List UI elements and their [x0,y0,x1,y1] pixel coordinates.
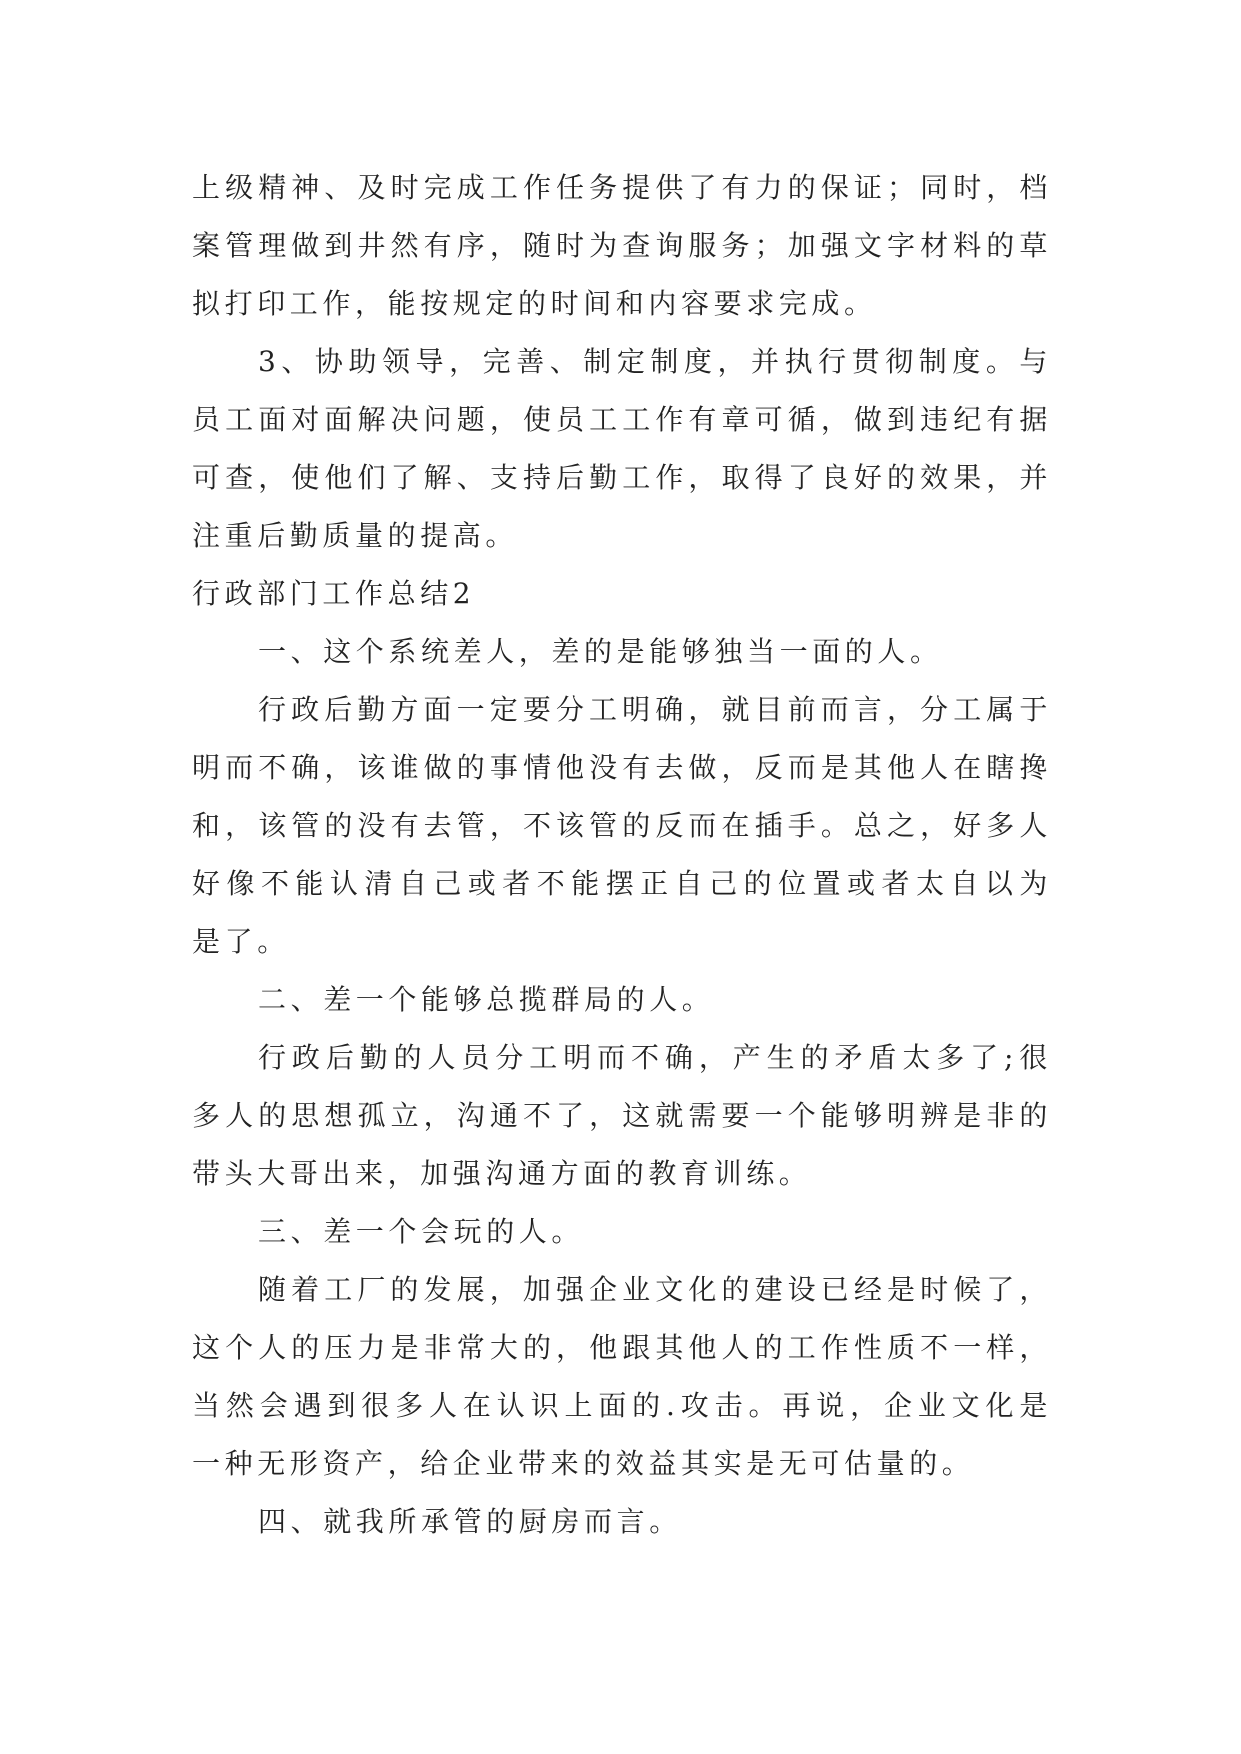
text-line: 一种无形资产，给企业带来的效益其实是无可估量的。 [192,1447,975,1480]
text-line: 随着工厂的发展，加强企业文化的建设已经是时候了， [258,1273,1052,1306]
text-line: 拟打印工作，能按规定的时间和内容要求完成。 [192,287,877,320]
text-line: 四、就我所承管的厨房而言。 [258,1505,682,1538]
text-line: 案管理做到井然有序，随时为查询服务；加强文字材料的草 [192,229,1052,262]
text-line: 员工面对面解决问题，使员工工作有章可循，做到违纪有据 [192,403,1052,436]
text-line: 带头大哥出来，加强沟通方面的教育训练。 [192,1157,812,1190]
paragraph [192,623,1052,681]
paragraph [192,1029,1052,1203]
text-line: 可查，使他们了解、支持后勤工作，取得了良好的效果，并 [192,461,1052,494]
text-line: 一、这个系统差人，差的是能够独当一面的人。 [258,635,943,668]
text-line: 这个人的压力是非常大的，他跟其他人的工作性质不一样， [192,1331,1052,1364]
paragraph [192,333,1052,565]
paragraph [192,1261,1052,1493]
text-line: 行政后勤的人员分工明而不确，产生的矛盾太多了;很 [258,1041,1052,1074]
text-line: 行政后勤方面一定要分工明确，就目前而言，分工属于 [258,693,1052,726]
paragraph [192,681,1052,971]
text-line: 是了。 [192,925,290,958]
section-heading: 行政部门工作总结2 [192,577,476,610]
paragraph [192,1203,1052,1261]
document-body [192,159,1052,1551]
text-line: 3、协助领导，完善、制定制度，并执行贯彻制度。与 [258,345,1052,378]
text-line: 明而不确，该谁做的事情他没有去做，反而是其他人在瞎搀 [192,751,1052,784]
text-line: 上级精神、及时完成工作任务提供了有力的保证；同时，档 [192,171,1052,204]
text-line: 二、差一个能够总揽群局的人。 [258,983,715,1016]
paragraph [192,1493,1052,1551]
text-line: 三、差一个会玩的人。 [258,1215,585,1248]
text-line: 注重后勤质量的提高。 [192,519,519,552]
text-line: 当然会遇到很多人在认识上面的.攻击。再说，企业文化是 [192,1389,1052,1422]
text-line: 和，该管的没有去管，不该管的反而在插手。总之，好多人 [192,809,1052,842]
text-line: 多人的思想孤立，沟通不了，这就需要一个能够明辨是非的 [192,1099,1052,1132]
paragraph [192,159,1052,333]
paragraph [192,971,1052,1029]
text-line: 好像不能认清自己或者不能摆正自己的位置或者太自以为 [192,867,1052,900]
